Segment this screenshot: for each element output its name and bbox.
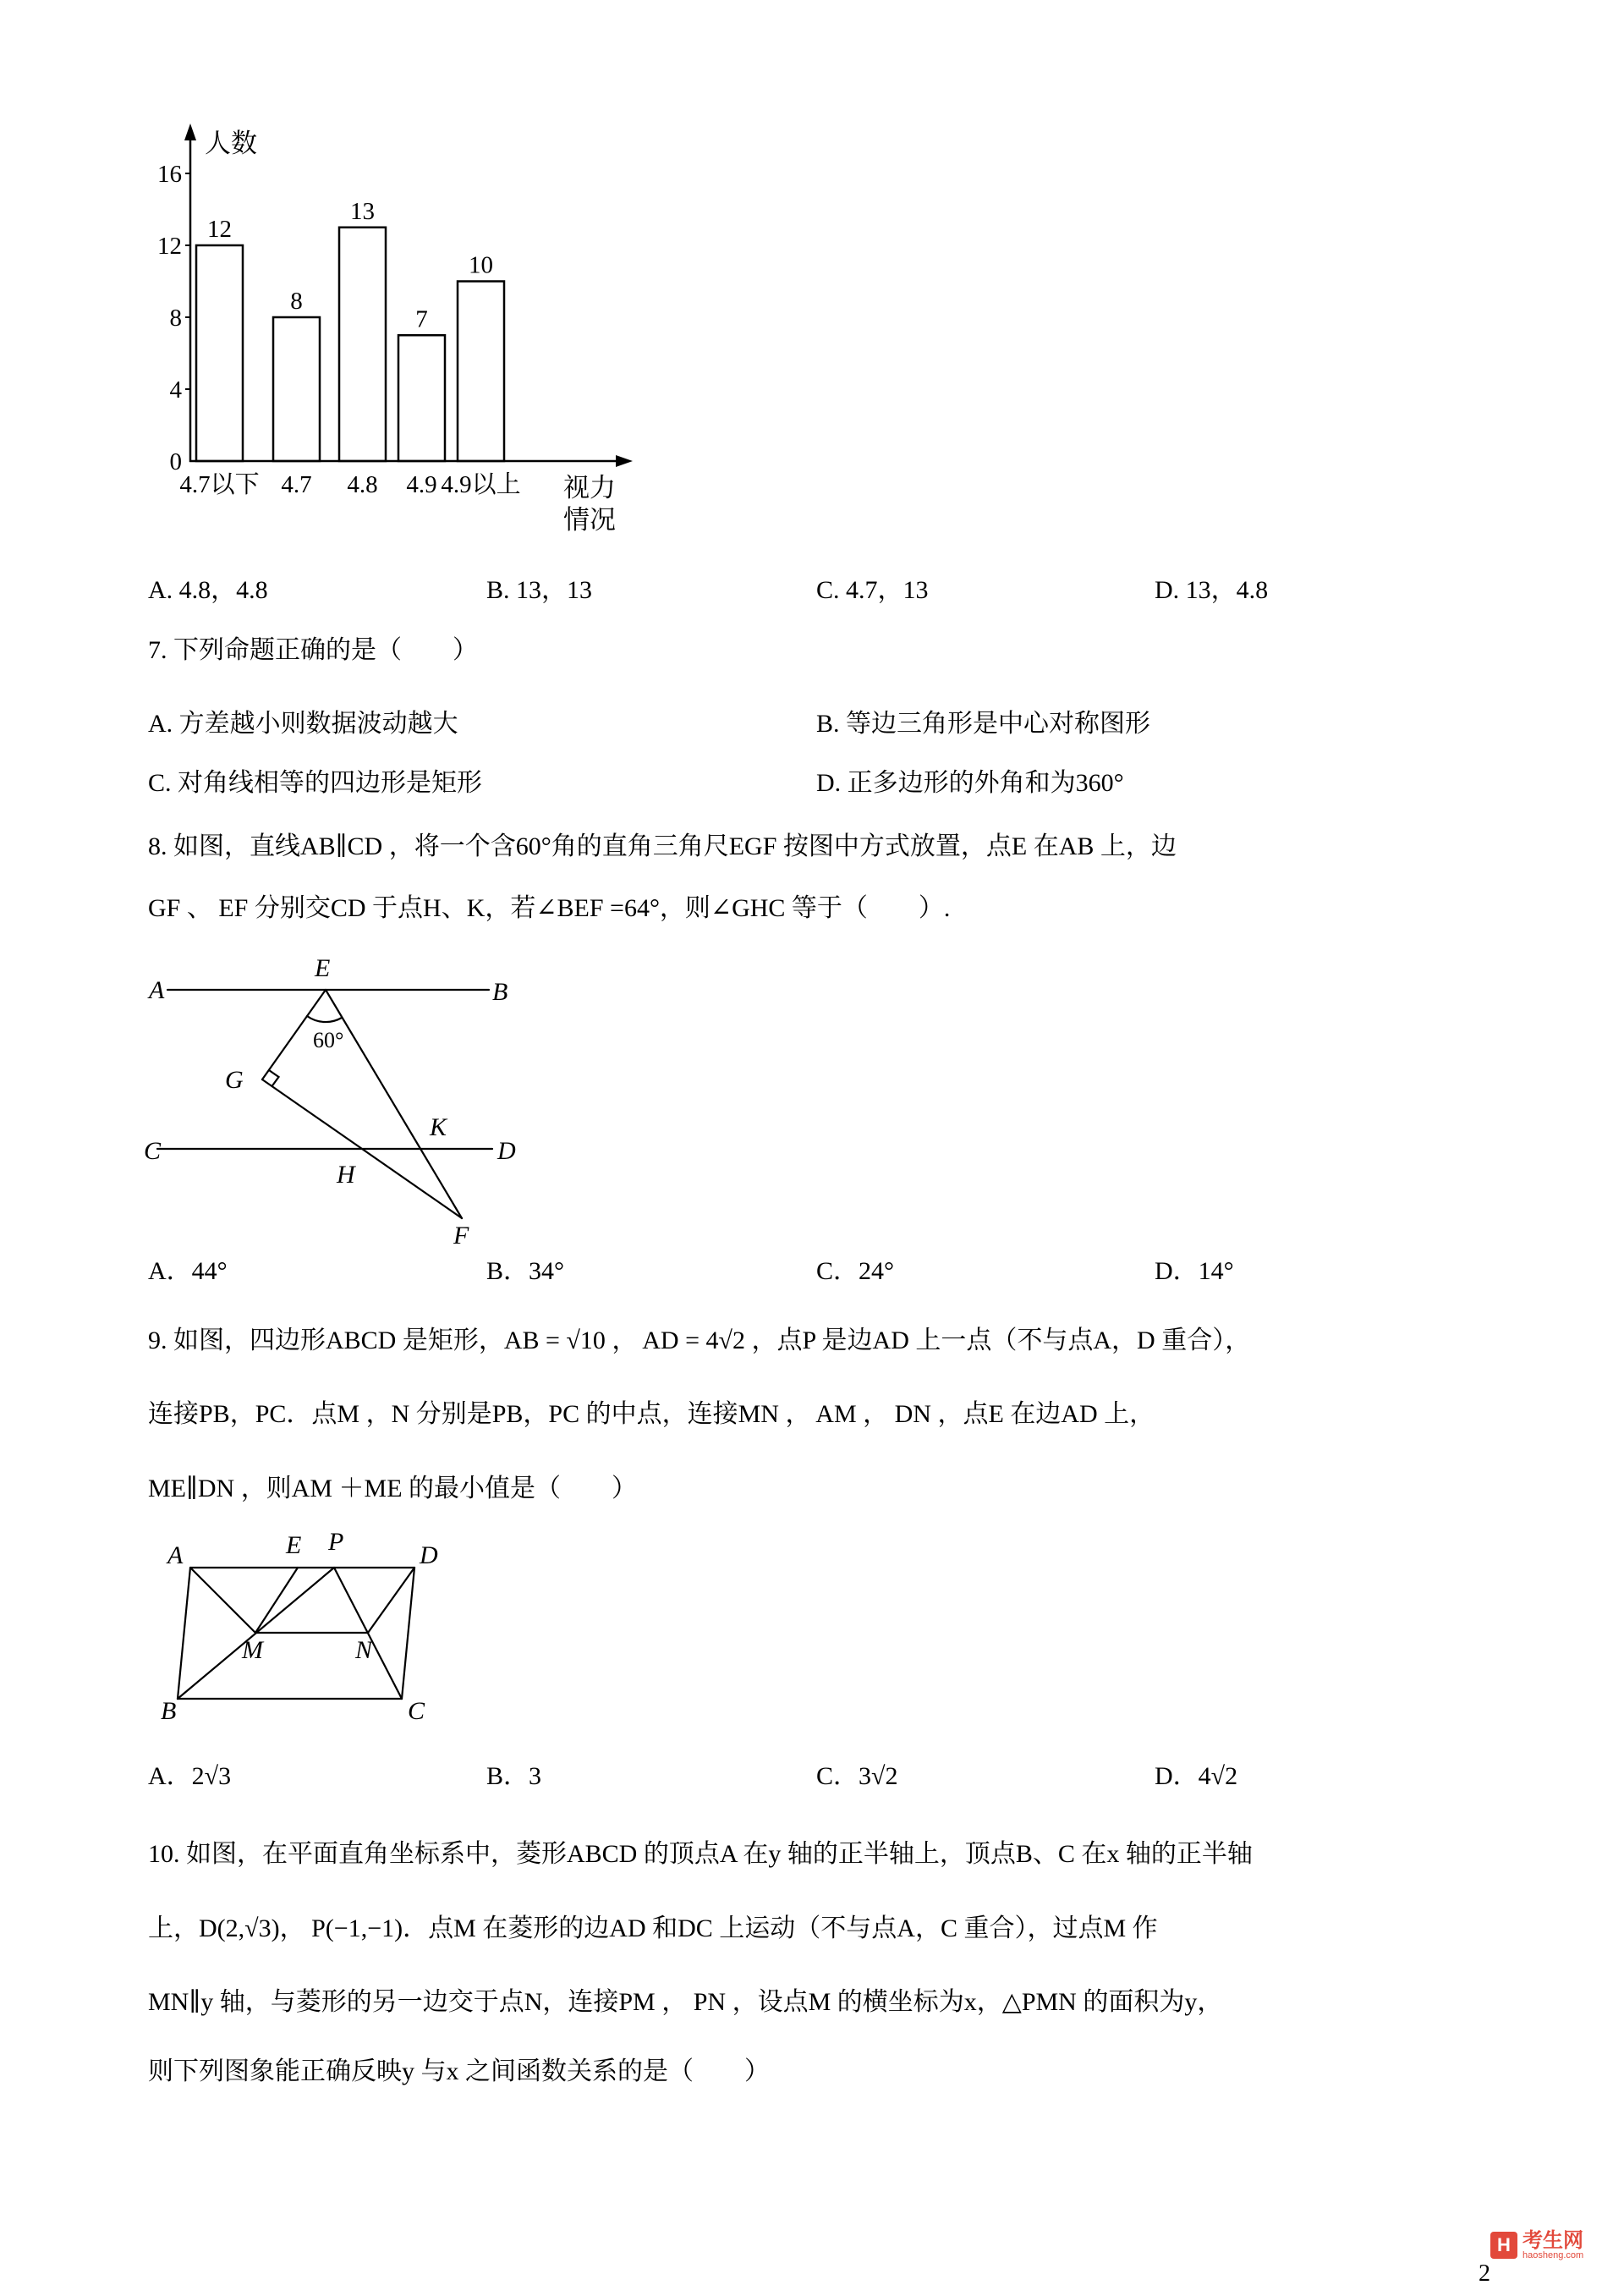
svg-text:4.7以下: 4.7以下 (179, 471, 260, 498)
q8-label-d: D (497, 1137, 516, 1165)
svg-text:0: 0 (169, 448, 182, 475)
svg-text:人数: 人数 (205, 129, 257, 158)
q10-text-line1: 10. 如图，在平面直角坐标系中，菱形ABCD 的顶点A 在y 轴的正半轴上，顶点B、C 在x 轴的正半轴 (148, 1840, 1253, 1868)
q9-label-e: E (286, 1531, 302, 1559)
q6-option-d: D. 13，4.8 (1155, 576, 1269, 604)
q7-option-b: B. 等边三角形是中心对称图形 (816, 710, 1151, 738)
svg-text:8: 8 (290, 288, 303, 315)
q7-option-d: D. 正多边形的外角和为360° (816, 769, 1124, 797)
q8-option-c: C．24° (816, 1257, 895, 1285)
svg-text:12: 12 (157, 233, 182, 260)
svg-text:8: 8 (169, 305, 182, 332)
bar-chart-canvas (152, 118, 677, 558)
q9-figure (161, 1530, 448, 1733)
q8-option-d: D．14° (1155, 1257, 1234, 1285)
q10-text-line3: MN∥y 轴，与菱形的另一边交于点N，连接PM ， PN ，设点M 的横坐标为x，△PMN 的面积为y， (148, 1988, 1223, 2016)
q8-label-b: B (492, 978, 508, 1006)
q8-label-e: E (315, 954, 331, 982)
q9-option-a: A．2√3 (148, 1762, 232, 1790)
page-number: 2 (1479, 2260, 1490, 2287)
watermark (1490, 2230, 1583, 2261)
q9-label-d: D (420, 1541, 438, 1569)
q8-label-a: A (149, 976, 165, 1004)
q9-option-c: C．3√2 (816, 1762, 898, 1790)
q9-text-line3: ME∥DN ，则AM ＋ME 的最小值是（ ） (148, 1475, 638, 1502)
q6-option-a: A. 4.8，4.8 (148, 576, 268, 604)
watermark-site-url: haosheng.com (1522, 2250, 1584, 2261)
q8-figure (144, 953, 550, 1257)
q9-label-p: P (328, 1528, 344, 1556)
q8-label-g: G (225, 1066, 244, 1094)
svg-text:4: 4 (169, 376, 182, 404)
q10-text-line2: 上，D(2,√3)， P(−1,−1)．点M 在菱形的边AD 和DC 上运动（不与点A，C 重合），过点M 作 (148, 1914, 1158, 1942)
q8-text-line1: 8. 如图，直线AB∥CD ，将一个含60°角的直角三角尺EGF 按图中方式放置，点E 在AB 上，边 (148, 832, 1177, 860)
q7-option-a: A. 方差越小则数据波动越大 (148, 710, 458, 738)
q10-text-line4: 则下列图象能正确反映y 与x 之间函数关系的是（ ） (148, 2057, 770, 2085)
q8-label-f: F (453, 1222, 469, 1250)
q9-label-n: N (355, 1636, 373, 1664)
q8-label-c: C (144, 1137, 162, 1165)
q9-text-line2: 连接PB，PC．点M ，N 分别是PB，PC 的中点，连接MN ， AM ， DN ，点E 在边AD 上， (148, 1400, 1155, 1428)
q8-label-angle: 60° (313, 1028, 344, 1052)
svg-text:视力: 视力 (563, 473, 616, 503)
svg-text:7: 7 (415, 305, 428, 333)
q9-label-m: M (242, 1636, 263, 1664)
svg-text:情况: 情况 (563, 505, 616, 535)
q9-label-c: C (408, 1697, 425, 1725)
q9-label-b: B (161, 1697, 177, 1725)
svg-text:4.7: 4.7 (281, 471, 312, 498)
svg-text:4.8: 4.8 (347, 471, 378, 498)
q8-option-b: B．34° (486, 1257, 565, 1285)
svg-text:10: 10 (469, 251, 493, 279)
q9-text-line1: 9. 如图，四边形ABCD 是矩形，AB = √10 ， AD = 4√2 ，点P 是边AD 上一点（不与点A，D 重合）， (148, 1327, 1251, 1354)
q9-option-d: D．4√2 (1155, 1762, 1238, 1790)
q9-option-b: B．3 (486, 1762, 542, 1790)
svg-text:12: 12 (207, 216, 232, 243)
svg-text:4.9以上: 4.9以上 (441, 471, 521, 498)
q9-label-a: A (167, 1541, 184, 1569)
watermark-site-name: 考生网 (1522, 2229, 1583, 2252)
watermark-logo-icon: H (1490, 2232, 1517, 2259)
svg-text:13: 13 (350, 197, 375, 225)
svg-text:16: 16 (157, 161, 182, 188)
q8-label-h: H (337, 1161, 355, 1189)
q6-option-b: B. 13，13 (486, 576, 593, 604)
q7-title: 7. 下列命题正确的是（ ） (148, 636, 478, 664)
q8-option-a: A．44° (148, 1257, 228, 1285)
q8-label-k: K (430, 1113, 447, 1141)
q7-option-c: C. 对角线相等的四边形是矩形 (148, 769, 483, 797)
q8-text-line2: GF 、 EF 分别交CD 于点H、K，若∠BEF =64°，则∠GHC 等于（ ）. (148, 894, 951, 922)
svg-text:4.9: 4.9 (406, 471, 437, 498)
q6-option-c: C. 4.7，13 (816, 576, 929, 604)
vision-bar-chart (152, 118, 677, 558)
